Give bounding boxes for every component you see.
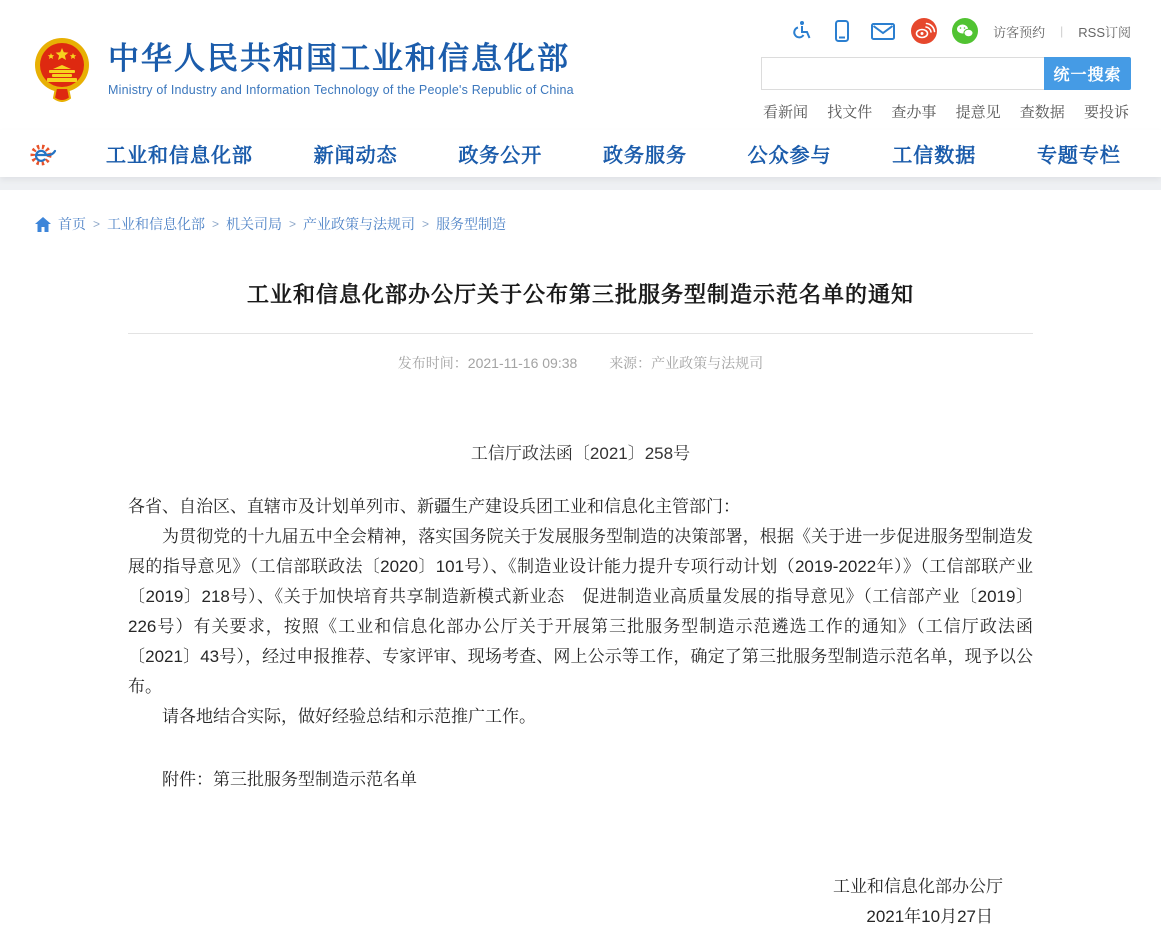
accessibility-icon[interactable] — [788, 18, 814, 44]
mail-icon[interactable] — [870, 18, 896, 44]
breadcrumb-separator: > — [422, 217, 430, 231]
breadcrumb-separator: > — [289, 217, 297, 231]
search-bar — [761, 57, 1131, 90]
breadcrumb-home[interactable]: 首页 — [58, 216, 86, 232]
nav-item-gov-services[interactable]: 政务服务 — [602, 145, 687, 167]
weibo-icon[interactable] — [911, 18, 937, 44]
salutation-line: 各省、自治区、直辖市及计划单列市、新疆生产建设兵团工业和信息化主管部门： — [128, 497, 740, 516]
article — [128, 278, 1033, 932]
wechat-icon[interactable] — [952, 18, 978, 44]
mobile-icon[interactable] — [829, 18, 855, 44]
breadcrumb-policy-dept[interactable]: 产业政策与法规司 — [303, 216, 416, 232]
body-paragraph: 请各地结合实际，做好经验总结和示范推广工作。 — [162, 707, 536, 726]
utility-divider: | — [1060, 24, 1064, 38]
article-title: 工业和信息化部办公厅关于公布第三批服务型制造示范名单的通知 — [246, 282, 914, 307]
breadcrumb-service-manufacturing[interactable]: 服务型制造 — [436, 216, 507, 232]
nav-item-miit-data[interactable]: 工信数据 — [892, 145, 977, 167]
quick-link-news[interactable]: 看新闻 — [763, 104, 809, 121]
main-navigation — [0, 130, 1161, 177]
header-utility-row — [761, 14, 1131, 48]
quick-link-files[interactable]: 找文件 — [827, 104, 873, 121]
search-input[interactable] — [761, 57, 1044, 90]
publish-time: 发布时间：2021-11-16 09:38 — [397, 355, 578, 371]
quick-link-suggestions[interactable]: 提意见 — [955, 104, 1001, 121]
site-title: 中华人民共和国工业和信息化部 — [108, 41, 570, 77]
home-icon[interactable] — [35, 217, 51, 232]
signature-block — [128, 872, 1033, 932]
quick-link-services[interactable]: 查办事 — [891, 104, 937, 121]
breadcrumb-separator: > — [212, 217, 220, 231]
page-gap-strip — [0, 177, 1161, 190]
site-brand — [32, 36, 574, 102]
breadcrumb-miit[interactable]: 工业和信息化部 — [107, 216, 206, 232]
quick-link-data[interactable]: 查数据 — [1019, 104, 1065, 121]
attachment-line: 附件：第三批服务型制造示范名单 — [162, 770, 417, 789]
article-source: 来源：产业政策与法规司 — [609, 355, 764, 371]
body-paragraph: 为贯彻党的十九届五中全会精神，落实国务院关于发展服务型制造的决策部署，根据《关于进一步促进服务型制造发展的指导意见》（工信部联政法〔2020〕101号）、《制造业设计能力提升专项行动计划（2019-2022年）》（工信部联产业〔2019〕218号）、《关于加快培育共享制造新模式新业态 促进制造业高质量发展的指导意见》（工信部产业〔2019〕226号）有关要求，按照《工业和信息化部办公厅关于开展第三批服务型制造示范遴选工作的通知》（工信厅政法函〔2021〕43号），经过申报推荐、专家评审、现场考查、网上公示等工作，确定了第三批服务型制造示范名单，现予以公布。 — [128, 527, 1033, 696]
nav-item-special-topics[interactable]: 专题专栏 — [1036, 145, 1121, 167]
nav-item-news[interactable]: 新闻动态 — [313, 145, 398, 167]
search-quick-links — [761, 101, 1131, 122]
breadcrumb — [0, 210, 1161, 238]
article-body — [128, 492, 1033, 732]
site-subtitle: Ministry of Industry and Information Technology of the People's Republic of China — [108, 82, 574, 97]
national-emblem-logo — [32, 36, 92, 102]
content-card — [0, 190, 1161, 932]
nav-item-public-participation[interactable]: 公众参与 — [747, 145, 832, 167]
breadcrumb-separator: > — [93, 217, 101, 231]
signature-date: 2021年10月27日 — [866, 907, 993, 926]
breadcrumb-departments[interactable]: 机关司局 — [226, 216, 283, 232]
quick-link-complaints[interactable]: 要投诉 — [1083, 104, 1129, 121]
signature-org: 工业和信息化部办公厅 — [833, 877, 1003, 896]
miit-e-logo-icon — [28, 139, 58, 169]
nav-item-miit[interactable]: 工业和信息化部 — [106, 145, 253, 167]
unified-search-button[interactable]: 统一搜索 — [1044, 57, 1131, 90]
site-header — [0, 0, 1161, 130]
document-number: 工信厅政法函〔2021〕258号 — [470, 444, 691, 463]
rss-subscribe-link[interactable]: RSS订阅 — [1078, 24, 1131, 40]
title-divider — [128, 333, 1033, 334]
nav-item-gov-affairs[interactable]: 政务公开 — [458, 145, 543, 167]
visitor-appointment-link[interactable]: 访客预约 — [993, 24, 1046, 40]
article-meta — [128, 353, 1033, 373]
